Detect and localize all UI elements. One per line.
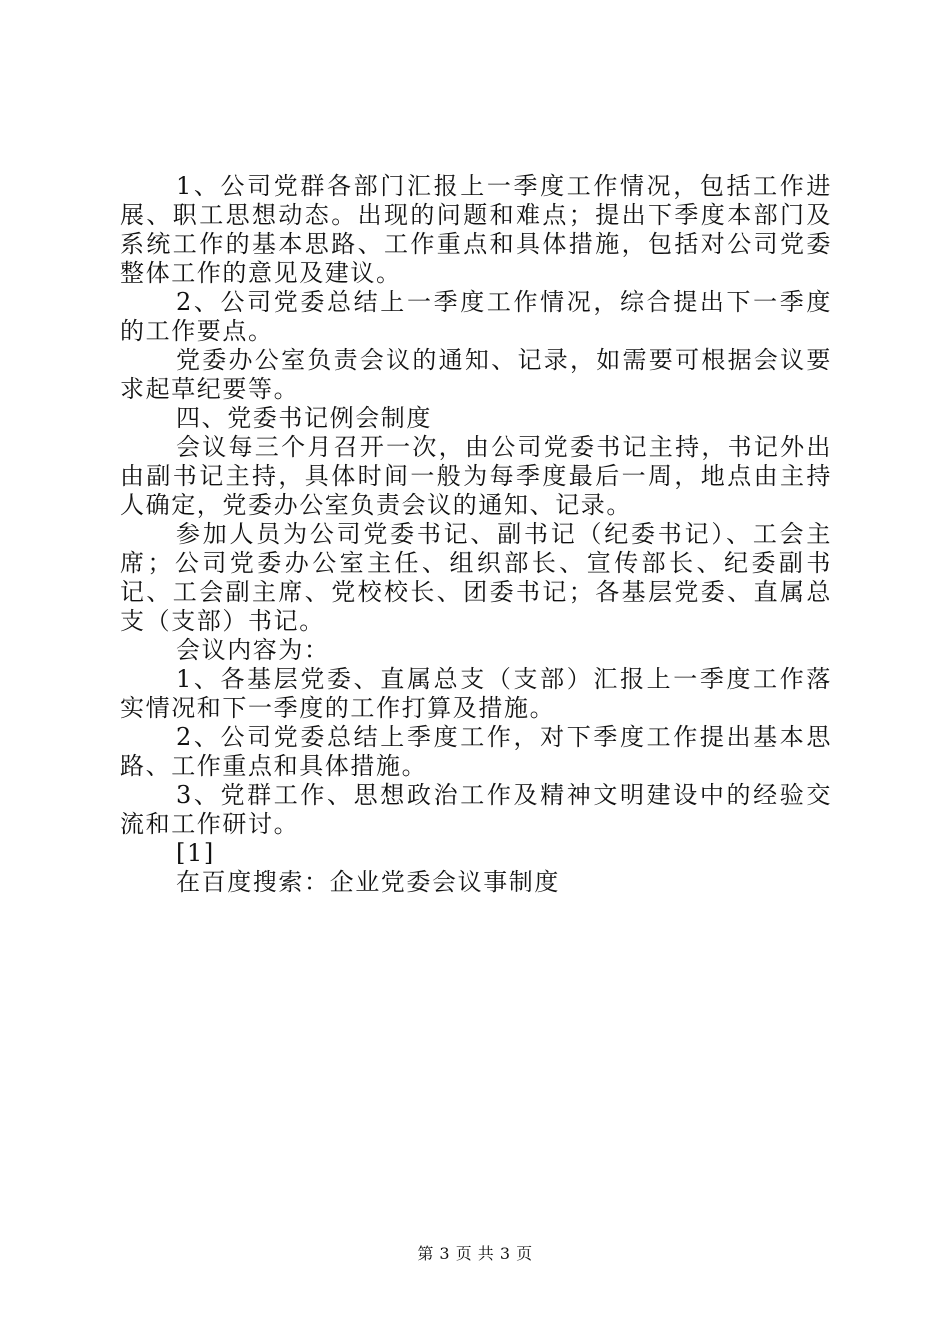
paragraph-10: 3、党群工作、思想政治工作及精神文明建设中的经验交流和工作研讨。 — [120, 781, 832, 838]
paragraph-5: 会议每三个月召开一次，由公司党委书记主持，书记外出由副书记主持，具体时间一般为每季度最后一周，地点由主持人确定，党委办公室负责会议的通知、记录。 — [120, 433, 832, 519]
paragraph-2: 2、公司党委总结上一季度工作情况，综合提出下一季度的工作要点。 — [120, 288, 832, 345]
paragraph-6: 参加人员为公司党委书记、副书记（纪委书记）、工会主席；公司党委办公室主任、组织部长、宣传部长、纪委副书记、工会副主席、党校校长、团委书记；各基层党委、直属总支（支部）书记。 — [120, 520, 832, 635]
paragraph-8: 1、各基层党委、直属总支（支部）汇报上一季度工作落实情况和下一季度的工作打算及措施。 — [120, 665, 832, 722]
reference-marker: [1] — [176, 839, 215, 867]
paragraph-3: 党委办公室负责会议的通知、记录，如需要可根据会议要求起草纪要等。 — [120, 346, 832, 403]
section-heading: 四、党委书记例会制度 — [176, 404, 432, 432]
paragraph-1: 1、公司党群各部门汇报上一季度工作情况，包括工作进展、职工思想动态。出现的问题和难点；提出下季度本部门及系统工作的基本思路、工作重点和具体措施，包括对公司党委整体工作的意见及建议。 — [120, 172, 832, 287]
search-suggestion: 在百度搜索：企业党委会议事制度 — [176, 868, 560, 896]
document-body — [120, 172, 832, 897]
paragraph-7: 会议内容为： — [176, 636, 330, 664]
page-footer: 第 3 页 共 3 页 — [417, 1244, 533, 1263]
paragraph-9: 2、公司党委总结上季度工作，对下季度工作提出基本思路、工作重点和具体措施。 — [120, 723, 832, 780]
